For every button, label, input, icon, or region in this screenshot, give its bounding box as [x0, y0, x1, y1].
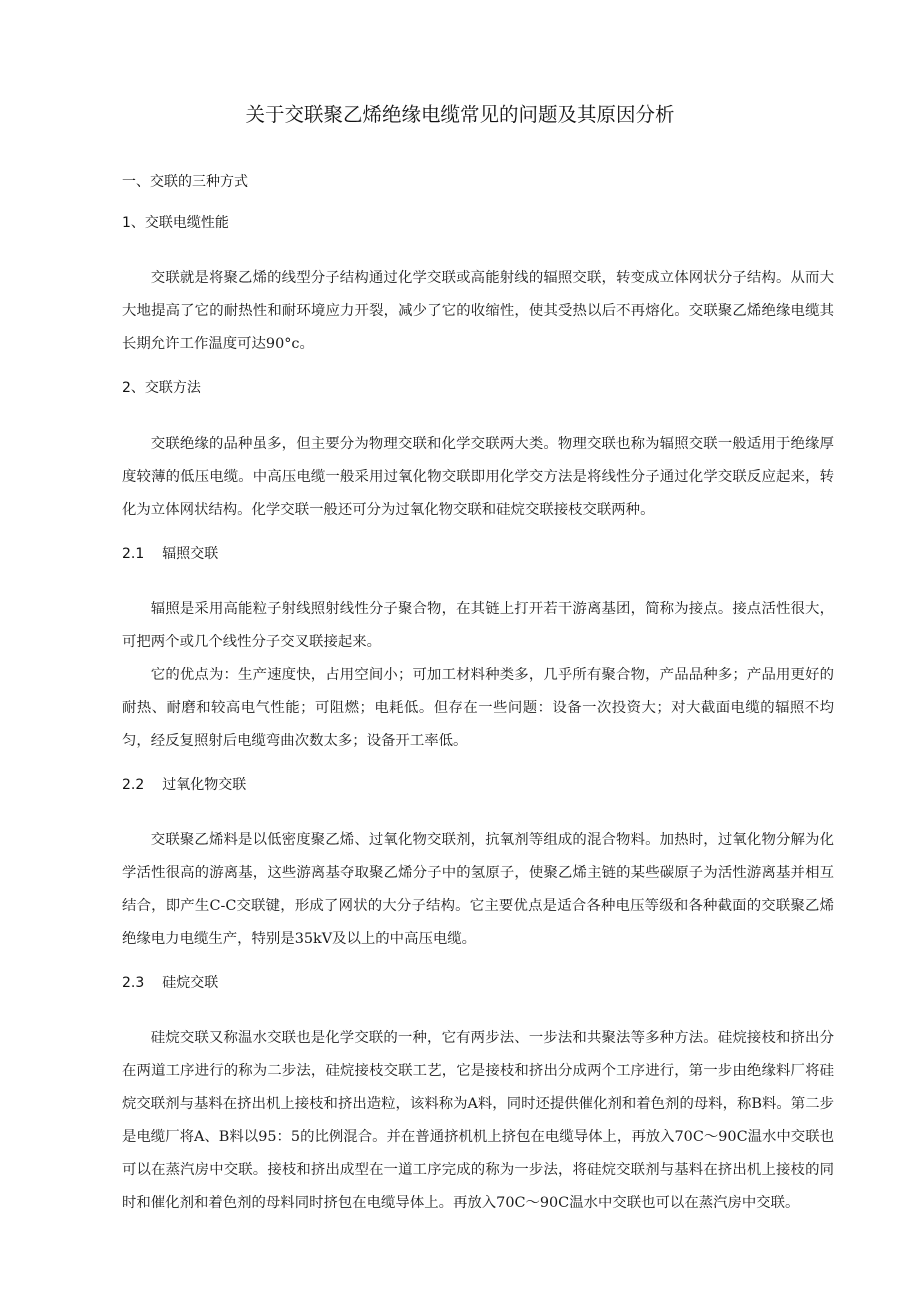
paragraph-irradiation-pros-cons: 它的优点为：生产速度快，占用空间小；可加工材料种类多，几乎所有聚合物，产品品种多；产品用更好的耐热、耐磨和较高电气性能；可阻燃；电耗低。但存在一些问题：设备一次投资大；对大截面电缆的辐照不均匀，经反复照射后电缆弯曲次数太多；设备开工率低。 — [122, 667, 834, 749]
document-title: 关于交联聚乙烯绝缘电缆常见的问题及其原因分析 — [245, 103, 675, 126]
heading-number: 2.2 — [122, 777, 145, 793]
paragraph-silane-crosslink: 硅烷交联又称温水交联也是化学交联的一种，它有两步法、一步法和共聚法等多种方法。硅烷接枝和挤出分在两道工序进行的称为二步法，硅烷接枝交联工艺，它是接枝和挤出分成两个工序进行，第一步由绝缘料厂将硅烷交联剂与基料在挤出机上接枝和挤出造粒，该料称为A料，同时还提供催化剂和着色剂的母料，称B料。第二步是电缆厂将A、B料以95：5的比例混合。并在普通挤机机上挤包在电缆导体上，再放入70C～90C温水中交联也可以在蒸汽房中交联。接枝和挤出成型在一道工序完成的称为一步法，将硅烷交联剂与基料在挤出机上接枝的同时和催化剂和着色剂的母料同时挤包在电缆导体上。再放入70C～90C温水中交联也可以在蒸汽房中交联。 — [122, 1030, 834, 1211]
subsection-heading-2: 2、交联方法 — [122, 380, 201, 396]
paragraph-irradiation-intro: 辐照是采用高能粒子射线照射线性分子聚合物，在其链上打开若干游离基团，简称为接点。接点活性很大，可把两个或几个线性分子交叉联接起来。 — [122, 601, 834, 650]
paragraph-peroxide-crosslink: 交联聚乙烯料是以低密度聚乙烯、过氧化物交联剂，抗氧剂等组成的混合物料。加热时，过氧化物分解为化学活性很高的游离基，这些游离基夺取聚乙烯分子中的氢原子，使聚乙烯主链的某些碳原子为活性游离基并相互结合，即产生C-C交联键，形成了网状的大分子结构。它主要优点是适合各种电压等级和各种截面的交联聚乙烯绝缘电力电缆生产，特别是35kV及以上的中高压电缆。 — [122, 832, 834, 947]
heading-text: 辐照交联 — [162, 546, 219, 562]
paragraph-crosslink-performance: 交联就是将聚乙烯的线型分子结构通过化学交联或高能射线的辐照交联，转变成立体网状分子结构。从而大大地提高了它的耐热性和耐环境应力开裂，减少了它的收缩性，使其受热以后不再熔化。交联聚乙烯绝缘电缆其长期允许工作温度可达90°c。 — [122, 270, 834, 352]
heading-number: 2.1 — [122, 546, 145, 562]
subsection-heading-2-1 — [122, 544, 218, 564]
section-heading-1: 一、交联的三种方式 — [122, 174, 248, 190]
subsection-heading-2-2 — [122, 775, 246, 795]
subsection-heading-1: 1、交联电缆性能 — [122, 215, 229, 231]
heading-number: 2.3 — [122, 975, 145, 991]
subsection-heading-2-3 — [122, 973, 218, 993]
heading-text: 过氧化物交联 — [162, 777, 247, 793]
paragraph-crosslink-methods: 交联绝缘的品种虽多，但主要分为物理交联和化学交联两大类。物理交联也称为辐照交联一般适用于绝缘厚度较薄的低压电缆。中高压电缆一般采用过氧化物交联即用化学交方法是将线性分子通过化学交联反应起来，转化为立体网状结构。化学交联一般还可分为过氧化物交联和硅烷交联接枝交联两种。 — [122, 436, 834, 518]
heading-text: 硅烷交联 — [162, 975, 219, 991]
